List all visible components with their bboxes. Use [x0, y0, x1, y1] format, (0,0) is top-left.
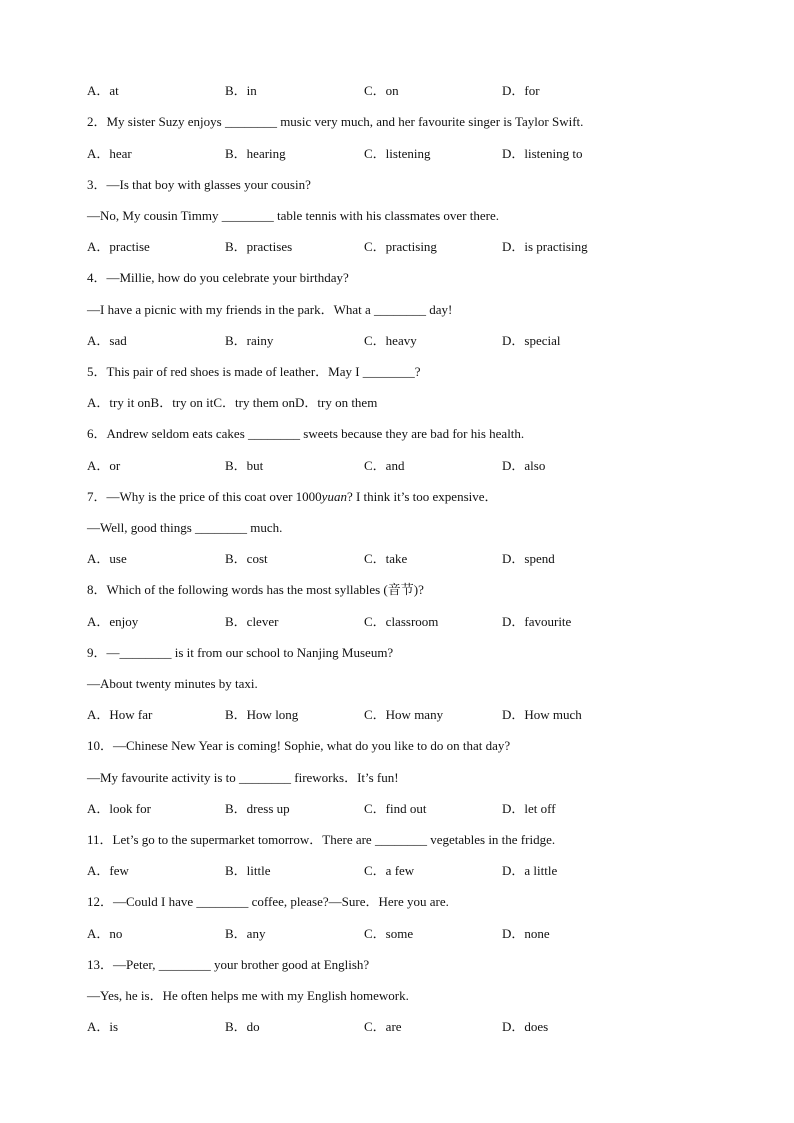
- option-d: D．listening to: [502, 146, 583, 161]
- option-a: A．or: [87, 458, 121, 473]
- option-d: D．a little: [502, 863, 558, 878]
- option-a: A．few: [87, 863, 129, 878]
- question-line: 13．—Peter, ________ your brother good at English?: [87, 957, 370, 972]
- option-b: B．rainy: [225, 333, 274, 348]
- options-row: [87, 551, 727, 567]
- question-line: —Yes, he is．He often helps me with my English homework.: [87, 988, 409, 1003]
- option-c: C．listening: [364, 146, 431, 161]
- option-b: B．cost: [225, 551, 268, 566]
- question-line: 11．Let’s go to the supermarket tomorrow．There are ________ vegetables in the fridge.: [87, 832, 556, 847]
- question-line: 8．Which of the following words has the most syllables (音节)?: [87, 582, 424, 597]
- option-c: C．are: [364, 1019, 402, 1034]
- option-c: C．heavy: [364, 333, 417, 348]
- option-b: B．do: [225, 1019, 260, 1034]
- option-d: D．special: [502, 333, 561, 348]
- options-row: [87, 333, 727, 349]
- option-b: B．hearing: [225, 146, 286, 161]
- question-line: 10．—Chinese New Year is coming! Sophie, what do you like to do on that day?: [87, 738, 511, 753]
- option-b: B．clever: [225, 614, 279, 629]
- option-b: B．How long: [225, 707, 299, 722]
- option-c: C．How many: [364, 707, 444, 722]
- option-b: B．dress up: [225, 801, 290, 816]
- options-row: [87, 458, 727, 474]
- option-a: A．use: [87, 551, 127, 566]
- question-line: —I have a picnic with my friends in the park．What a ________ day!: [87, 302, 453, 317]
- options-row: [87, 863, 727, 879]
- question-line: 4．—Millie, how do you celebrate your birthday?: [87, 270, 349, 285]
- option-c: C．and: [364, 458, 405, 473]
- options-row: [87, 239, 727, 255]
- option-c: C．practising: [364, 239, 437, 254]
- option-c: C．on: [364, 83, 399, 98]
- option-d: D．does: [502, 1019, 549, 1034]
- question-line: 3．—Is that boy with glasses your cousin?: [87, 177, 311, 192]
- options-row: [87, 707, 727, 723]
- option-c: C．find out: [364, 801, 427, 816]
- option-c: C．take: [364, 551, 408, 566]
- option-d: D．for: [502, 83, 540, 98]
- question-line: 9．—________ is it from our school to Nanjing Museum?: [87, 645, 394, 660]
- question-line: [87, 489, 498, 505]
- option-d: D．is practising: [502, 239, 588, 254]
- question-line: 12．—Could I have ________ coffee, please?—Sure．Here you are.: [87, 894, 449, 909]
- question-line: —No, My cousin Timmy ________ table tennis with his classmates over there.: [87, 208, 499, 223]
- option-d: D．let off: [502, 801, 556, 816]
- option-d: D．favourite: [502, 614, 572, 629]
- option-a: A．no: [87, 926, 123, 941]
- option-c: C．some: [364, 926, 414, 941]
- option-d: D．How much: [502, 707, 582, 722]
- question-text: 7．—Why is the price of this coat over 1000: [87, 489, 322, 504]
- italic-word: yuan: [321, 489, 347, 504]
- options-row: [87, 146, 727, 162]
- option-a: A．at: [87, 83, 119, 98]
- question-line: 6．Andrew seldom eats cakes ________ sweets because they are bad for his health.: [87, 426, 525, 441]
- question-line: —My favourite activity is to ________ fireworks．It’s fun!: [87, 770, 399, 785]
- option-a: A．How far: [87, 707, 153, 722]
- option-a: A．sad: [87, 333, 127, 348]
- option-a: A．practise: [87, 239, 150, 254]
- option-d: D．none: [502, 926, 550, 941]
- option-c: C．classroom: [364, 614, 439, 629]
- options-row: [87, 801, 727, 817]
- question-text: ? I think it’s too expensive．: [346, 489, 498, 504]
- option-b: B．little: [225, 863, 271, 878]
- option-d: D．also: [502, 458, 546, 473]
- question-line: 2．My sister Suzy enjoys ________ music very much, and her favourite singer is Taylor Swift.: [87, 114, 584, 129]
- option-b: B．practises: [225, 239, 293, 254]
- option-a: A．enjoy: [87, 614, 139, 629]
- options-row: [87, 1019, 727, 1035]
- question-line: 5．This pair of red shoes is made of leather．May I ________?: [87, 364, 421, 379]
- option-a: A．is: [87, 1019, 119, 1034]
- option-b: B．any: [225, 926, 266, 941]
- option-a: A．hear: [87, 146, 132, 161]
- question-line: —Well, good things ________ much.: [87, 520, 283, 535]
- option-a: A．look for: [87, 801, 151, 816]
- option-c: C．a few: [364, 863, 415, 878]
- options-row: [87, 926, 727, 942]
- question-line: —About twenty minutes by taxi.: [87, 676, 258, 691]
- options-row: [87, 83, 727, 99]
- options-line-inline: A．try it onB．try on itC．try them onD．try on them: [87, 395, 378, 410]
- option-d: D．spend: [502, 551, 555, 566]
- option-b: B．but: [225, 458, 264, 473]
- option-b: B．in: [225, 83, 257, 98]
- options-row: [87, 614, 727, 630]
